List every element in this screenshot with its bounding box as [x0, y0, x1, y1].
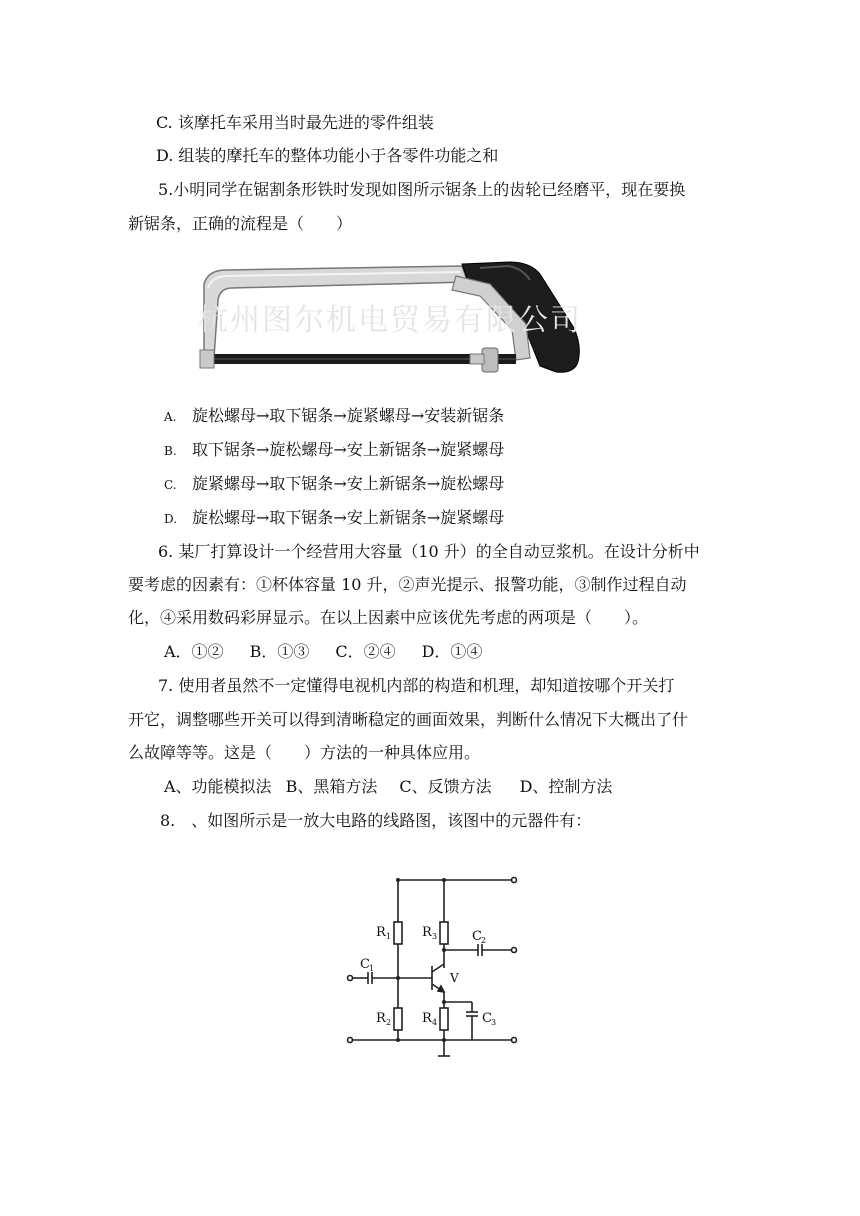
q5-option-b-letter: B.	[164, 444, 177, 458]
question-6-line1: 6. 某厂打算设计一个经营用大容量（10 升）的全自动豆浆机。在设计分析中	[158, 542, 700, 561]
q6-option-c[interactable]: C．②④	[335, 642, 396, 661]
q7-options	[164, 777, 612, 797]
q5-option-b-text: 取下锯条→旋松螺母→安上新锯条→旋紧螺母	[192, 440, 505, 459]
option-c-q4: C. 该摩托车采用当时最先进的零件组装	[156, 113, 434, 132]
q6-options	[164, 642, 482, 662]
label-c3-sub: 3	[491, 1018, 497, 1027]
q5-option-a[interactable]	[164, 406, 504, 427]
q5-option-c[interactable]	[164, 474, 504, 495]
label-c1-sub: 1	[369, 964, 375, 973]
label-r4-sub: 4	[432, 1018, 438, 1027]
q6-option-b[interactable]: B．①③	[249, 642, 310, 661]
label-r4: R	[422, 1011, 432, 1026]
amplifier-circuit-diagram	[340, 870, 530, 1070]
question-7-line1: 7. 使用者虽然不一定懂得电视机内部的构造和机理，却知道按哪个开关打	[158, 676, 675, 695]
label-c2-sub: 2	[481, 936, 487, 945]
q7-option-b[interactable]: B、黑箱方法	[285, 777, 378, 796]
label-r1-sub: 1	[386, 932, 392, 941]
q7-option-d[interactable]: D、控制方法	[519, 777, 613, 796]
q6-option-a[interactable]: A．①②	[164, 642, 224, 661]
label-c1: C	[360, 957, 370, 972]
q6-option-d[interactable]: D．①④	[421, 642, 483, 661]
q5-option-a-text: 旋松螺母→取下锯条→旋紧螺母→安装新锯条	[192, 406, 505, 425]
option-d-q4: D. 组装的摩托车的整体功能小于各零件功能之和	[156, 146, 499, 165]
label-r2-sub: 2	[386, 1018, 392, 1027]
q5-option-c-letter: C.	[164, 478, 177, 492]
q7-option-a[interactable]: A、功能模拟法	[164, 777, 272, 796]
label-c2: C	[472, 929, 482, 944]
label-v: V	[450, 971, 459, 985]
label-c3: C	[482, 1011, 492, 1026]
label-r3-sub: 3	[432, 932, 438, 941]
question-6-line2: 要考虑的因素有：①杯体容量 10 升，②声光提示、报警功能，③制作过程自动	[128, 575, 687, 594]
q7-option-c[interactable]: C、反馈方法	[399, 777, 492, 796]
question-7-line3: 么故障等等。这是（ ）方法的一种具体应用。	[128, 743, 481, 762]
hacksaw-figure	[190, 258, 590, 382]
label-r3: R	[422, 925, 432, 940]
question-5-line1: 5.小明同学在锯割条形铁时发现如图所示锯条上的齿轮已经磨平，现在要换	[158, 180, 686, 199]
q5-option-d[interactable]	[164, 508, 504, 529]
q5-option-b[interactable]	[164, 440, 504, 461]
q5-option-a-letter: A.	[164, 410, 177, 424]
question-7-line2: 开它，调整哪些开关可以得到清晰稳定的画面效果，判断什么情况下大概出了什	[128, 710, 689, 729]
q5-option-c-text: 旋紧螺母→取下锯条→安上新锯条→旋松螺母	[192, 474, 505, 493]
q5-option-d-text: 旋松螺母→取下锯条→安上新锯条→旋紧螺母	[192, 508, 505, 527]
question-5-line2: 新锯条，正确的流程是（ ）	[128, 214, 353, 233]
question-8: 8. 、如图所示是一放大电路的线路图，该图中的元器件有：	[160, 811, 592, 830]
label-r1: R	[376, 925, 386, 940]
question-6-line3: 化，④采用数码彩屏显示。在以上因素中应该优先考虑的两项是（ ）。	[128, 608, 649, 627]
saw-watermark: 杭州图尔机电贸易有限公司	[198, 303, 582, 338]
q5-option-d-letter: D.	[164, 512, 178, 526]
label-r2: R	[376, 1011, 386, 1026]
